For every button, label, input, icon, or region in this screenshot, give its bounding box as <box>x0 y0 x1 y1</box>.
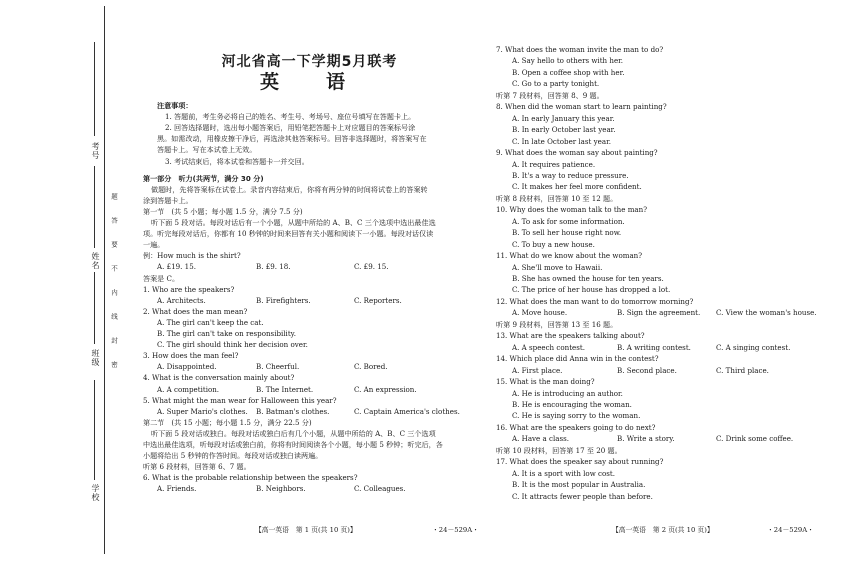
option: C. The price of her house has dropped a lot. <box>512 285 671 295</box>
option: B. Cheerful. <box>256 362 300 372</box>
option: B. She has owned the house for ten years. <box>512 274 664 283</box>
option: B. A writing contest. <box>617 342 691 352</box>
section1-title: 第一节 (共 5 小题；每小题 1.5 分，满分 7.5 分) <box>143 206 303 216</box>
option: C. View the woman's house. <box>716 308 817 318</box>
instruction-line: 听下面 5 段对话或独白。每段对话或独白后有几个小题，从题中所给的 A、B、C 三个选项 <box>151 428 436 438</box>
material-heading: 听第 9 段材料，回答第 13 至 16 题。 <box>496 319 618 329</box>
note-line: 3. 考试结束后，将本试卷和答题卡一并交回。 <box>165 156 309 166</box>
question: 6. What is the probable relationship between the speakers? <box>143 473 358 483</box>
option: A. A competition. <box>157 384 220 394</box>
seal-char: 不 <box>110 265 118 272</box>
option: C. Third place. <box>716 365 769 375</box>
notes-title: 注意事项： <box>157 101 193 110</box>
class-label: 班级 <box>91 349 100 367</box>
instruction-line: 涂到答题卡上。 <box>143 195 193 205</box>
option: C. It attracts fewer people than before. <box>512 491 653 501</box>
page-1-footer-right: ・24－529A・ <box>432 526 479 534</box>
note-line: 答题卡上。写在本试卷上无效。 <box>157 145 257 155</box>
instruction-line: 中选出最佳选项，听每段对话或独白前，你将有时间阅读各个小题，每小题 5 秒钟；听完后，各 <box>143 440 443 449</box>
example-option: B. £9. 18. <box>256 262 291 272</box>
option: C. Bored. <box>354 362 388 372</box>
question: 11. What do we know about the woman? <box>496 251 643 261</box>
option: A. Move house. <box>512 308 568 318</box>
question: 8. When did the woman start to learn painting? <box>496 102 667 112</box>
material-heading: 听第 10 段材料，回答第 17 至 20 题。 <box>496 445 622 455</box>
option: A. Super Mario's clothes. <box>157 406 248 416</box>
option: A. Have a class. <box>512 434 569 444</box>
option: A. Say hello to others with her. <box>512 56 624 66</box>
part1-title: 第一部分 听力(共两节，满分 30 分) <box>143 173 264 183</box>
page-2-footer-left: 【高一英语 第 2 页(共 10 页)】 <box>612 526 714 534</box>
subject-title: 英 语 <box>259 71 359 93</box>
question: 3. How does the man feel? <box>143 351 239 361</box>
option: B. Neighbors. <box>256 484 306 494</box>
option: C. Colleagues. <box>354 484 406 494</box>
option: A. Friends. <box>157 484 197 494</box>
question: 9. What does the woman say about painting? <box>496 148 658 158</box>
exam-number-line <box>94 42 95 136</box>
example-question: 例：How much is the shirt? <box>143 251 241 261</box>
option: B. The Internet. <box>256 384 314 394</box>
example-option: C. £9. 15. <box>354 262 389 272</box>
option: A. She'll move to Hawaii. <box>512 262 603 272</box>
question: 10. Why does the woman talk to the man? <box>496 205 648 215</box>
option: A. In early January this year. <box>512 113 615 123</box>
binding-margin <box>0 0 118 561</box>
seal-char: 内 <box>110 289 118 296</box>
instruction-line: 听下面 5 段对话。每段对话后有一个小题，从题中所给的 A、B、C 三个选项中选出最佳选 <box>151 218 436 227</box>
name-label: 姓名 <box>91 252 100 270</box>
option: B. To sell her house right now. <box>512 228 622 238</box>
option: B. He is encouraging the woman. <box>512 399 632 409</box>
seal-char: 答 <box>110 217 118 224</box>
seal-char: 要 <box>110 241 118 248</box>
option: B. In early October last year. <box>512 125 616 135</box>
question: 4. What is the conversation mainly about? <box>143 373 295 383</box>
question: 15. What is the man doing? <box>496 377 595 387</box>
option: C. A singing contest. <box>716 342 791 352</box>
option: B. Firefighters. <box>256 295 311 305</box>
option: A. First place. <box>512 365 563 375</box>
material-heading: 听第 7 段材料，回答第 8、9 题。 <box>496 90 604 100</box>
note-line: 黑。如需改动，用橡皮擦干净后，再选涂其他答案标号。回答非选择题时，将答案写在 <box>157 134 427 144</box>
question: 5. What might the man wear for Halloween this year? <box>143 395 337 405</box>
instruction-line: 项。听完每段对话后，你都有 10 秒钟的时间来回答有关小题和阅读下一小题。每段对话仅读 <box>143 229 434 239</box>
page-2-footer-right: ・24－529A・ <box>767 526 814 534</box>
example-option: A. £19. 15. <box>157 262 196 272</box>
note-line: 1. 答题前，考生务必将自己的姓名、考生号、考场号、座位号填写在答题卡上。 <box>165 112 416 122</box>
section2-title: 第二节 (共 15 小题；每小题 1.5 分，满分 22.5 分) <box>143 417 312 427</box>
name-line <box>94 166 95 248</box>
question: 2. What does the man mean? <box>143 306 248 316</box>
instruction-line: 小题将给出 5 秒钟的作答时间。每段对话或独白读两遍。 <box>143 451 323 461</box>
option: C. An expression. <box>354 384 417 394</box>
material-heading: 听第 8 段材料，回答第 10 至 12 题。 <box>496 193 618 203</box>
option: A. The girl can't keep the cat. <box>157 317 264 327</box>
question: 12. What does the man want to do tomorrow morning? <box>496 296 694 306</box>
option: A. It is a sport with low cost. <box>512 468 616 478</box>
option: B. It is the most popular in Australia. <box>512 480 646 490</box>
exam-number-label: 考号 <box>91 142 100 160</box>
seal-char: 封 <box>110 337 118 344</box>
option: B. Write a story. <box>617 434 675 444</box>
option: C. To buy a new house. <box>512 239 595 249</box>
exam-title: 河北省高一下学期5月联考 <box>221 54 398 70</box>
option: A. A speech contest. <box>512 342 585 352</box>
question: 13. What are the speakers talking about? <box>496 331 645 341</box>
example-answer: 答案是 C。 <box>143 273 180 283</box>
school-line <box>94 380 95 480</box>
option: B. It's a way to reduce pressure. <box>512 170 629 180</box>
option: B. Open a coffee shop with her. <box>512 67 625 77</box>
binding-line <box>104 6 105 554</box>
option: C. It makes her feel more confident. <box>512 182 642 192</box>
option: C. Reporters. <box>354 295 402 305</box>
option: A. He is introducing an author. <box>512 388 623 398</box>
material-heading: 听第 6 段材料，回答第 6、7 题。 <box>143 462 251 472</box>
option: A. Architects. <box>157 295 206 305</box>
option: B. Second place. <box>617 365 677 375</box>
option: C. Go to a party tonight. <box>512 79 600 89</box>
seal-char: 密 <box>110 361 118 368</box>
option: A. It requires patience. <box>512 159 596 169</box>
question: 14. Which place did Anna win in the contest? <box>496 354 659 364</box>
school-label: 学校 <box>91 484 100 502</box>
option: C. Captain America's clothes. <box>354 406 460 416</box>
seal-char: 线 <box>110 313 118 320</box>
option: B. Batman's clothes. <box>256 406 330 416</box>
option: B. The girl can't take on responsibility. <box>157 329 296 338</box>
page-1-footer-left: 【高一英语 第 1 页(共 10 页)】 <box>255 526 357 534</box>
question: 1. Who are the speakers? <box>143 284 235 294</box>
option: A. To ask for some information. <box>512 216 625 226</box>
question: 16. What are the speakers going to do next? <box>496 422 656 432</box>
instruction-line: 一遍。 <box>143 240 165 250</box>
instruction-line: 做题时，先将答案标在试卷上。录音内容结束后，你将有两分钟的时间将试卷上的答案转 <box>151 184 428 194</box>
option: C. The girl should think her decision over. <box>157 340 308 350</box>
option: C. He is saying sorry to the woman. <box>512 411 641 421</box>
option: C. In late October last year. <box>512 136 611 146</box>
question: 7. What does the woman invite the man to do? <box>496 45 664 54</box>
seal-char: 题 <box>110 193 118 200</box>
note-line: 2. 回答选择题时，选出每小题答案后，用铅笔把答题卡上对应题目的答案标号涂 <box>165 123 416 133</box>
class-line <box>94 272 95 344</box>
option: B. Sign the agreement. <box>617 308 701 318</box>
option: A. Disappointed. <box>157 362 217 372</box>
question: 17. What does the speaker say about running? <box>496 457 664 467</box>
option: C. Drink some coffee. <box>716 434 794 444</box>
